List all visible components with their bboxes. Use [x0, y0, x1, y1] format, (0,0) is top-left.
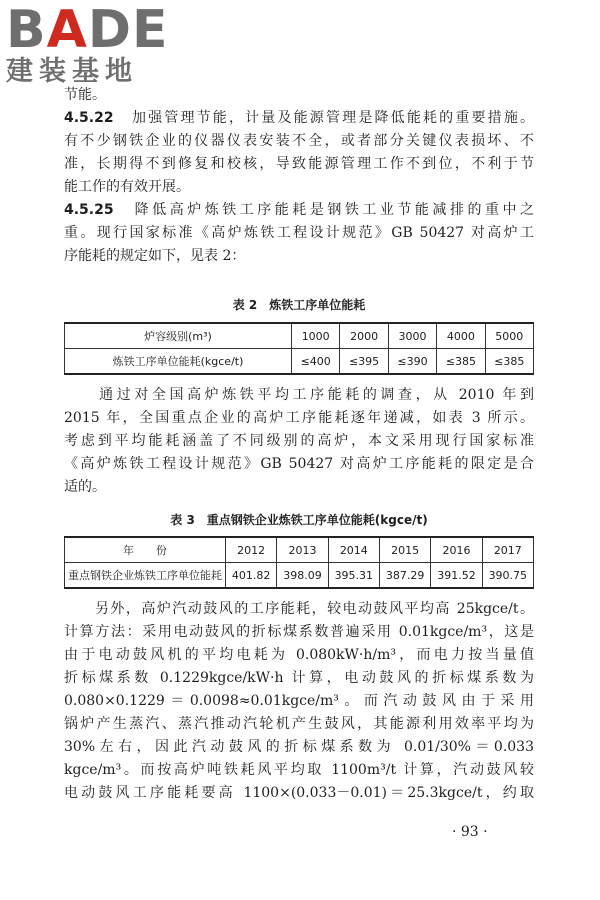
clause-4-5-22-line: 能工作的有效开展。 [64, 179, 190, 195]
table-cell: 391.52 [431, 563, 482, 589]
table-cell: ≤395 [340, 349, 388, 375]
clause-4-5-22-line: 准，长期得不到修复和校核，导致能源管理工作不到位，不利于节 [64, 156, 534, 172]
continued-text: 节能。 [64, 87, 106, 103]
table-row [65, 349, 534, 375]
table-header-cell: 4000 [437, 323, 485, 349]
table-row [65, 537, 534, 563]
body-paragraph-line: 电动鼓风工序能耗要高 1100×(0.033－0.01)＝25.3kgce/t，约取 [64, 785, 534, 801]
table-header-cell: 2012 [226, 537, 277, 563]
table-cell: ≤400 [292, 349, 340, 375]
clause-number: 4.5.22 [64, 110, 114, 126]
clause-4-5-22-line: 4.5.22 加强管理节能，计量及能源管理是降低能耗的重要措施。 [64, 110, 535, 126]
table-cell: ≤385 [437, 349, 485, 375]
clause-4-5-25-line: 重。现行国家标准《高炉炼铁工程设计规范》GB 50427 对高炉工 [64, 225, 534, 241]
table-row [65, 563, 534, 589]
body-paragraph-line: 计算方法：采用电动鼓风的折标煤系数普遍采用 0.01kgce/m³，这是 [64, 624, 534, 640]
body-paragraph-line: 折标煤系数 0.1229kgce/kW·h 计算，电动鼓风的折标煤系数为 [64, 670, 534, 686]
table-header-cell: 3000 [388, 323, 436, 349]
table-header-cell: 2015 [379, 537, 430, 563]
table-cell: ≤390 [388, 349, 436, 375]
table-cell: 395.31 [328, 563, 379, 589]
body-paragraph-line: kgce/m³。而按高炉吨铁耗风平均取 1100m³/t 计算，汽动鼓风较 [64, 762, 534, 778]
table-cell: 387.29 [379, 563, 430, 589]
body-paragraph-line: 考虑到平均能耗涵盖了不同级别的高炉，本文采用现行国家标准 [64, 433, 534, 449]
clause-4-5-25-line: 4.5.25 降低高炉炼铁工序能耗是钢铁工业节能减排的重中之 [64, 202, 535, 218]
table-row [65, 323, 534, 349]
body-paragraph-line: 2015 年，全国重点企业的高炉工序能耗逐年递减，如表 3 所示。 [64, 410, 534, 426]
bade-logo [6, 2, 176, 88]
table-header-cell: 年 份 [65, 537, 226, 563]
body-paragraph-line: 锅炉产生蒸汽、蒸汽推动汽轮机产生鼓风，其能源利用效率平均为 [64, 716, 534, 732]
body-paragraph-line: 另外，高炉汽动鼓风的工序能耗，较电动鼓风平均高 25kgce/t。 [94, 601, 534, 617]
table-2-caption: 表 2 炼铁工序单位能耗 [232, 298, 366, 312]
table-header-cell: 炉容级别(m³) [65, 323, 292, 349]
clause-4-5-22-line: 有不少钢铁企业的仪器仪表安装不全，或者部分关键仪表损坏、不 [64, 133, 534, 149]
table-header-cell: 2000 [340, 323, 388, 349]
body-paragraph-line: 适的。 [64, 479, 106, 495]
table-header-cell: 2014 [328, 537, 379, 563]
table-cell: 398.09 [277, 563, 328, 589]
table-3 [64, 536, 534, 589]
table-cell: 401.82 [226, 563, 277, 589]
table-3-caption: 表 3 重点钢铁企业炼铁工序单位能耗(kgce/t) [170, 513, 428, 527]
table-row-label: 炼铁工序单位能耗(kgce/t) [65, 349, 292, 375]
body-paragraph-line: 由于电动鼓风机的平均电耗为 0.080kW·h/m³，而电力按当量值 [64, 647, 534, 663]
table-header-cell: 2013 [277, 537, 328, 563]
clause-4-5-25-line: 序能耗的规定如下，见表 2： [64, 248, 246, 264]
page-number: · 93 · [452, 824, 488, 840]
logo-wordmark: BADE [6, 0, 169, 60]
body-paragraph-line: 30%左右，因此汽动鼓风的折标煤系数为 0.01/30%＝0.033 [64, 739, 534, 755]
table-cell: ≤385 [485, 349, 533, 375]
table-header-cell: 2016 [431, 537, 482, 563]
table-header-cell: 1000 [292, 323, 340, 349]
body-paragraph-line: 0.080×0.1229＝0.0098≈0.01kgce/m³。而汽动鼓风由于采用 [64, 693, 534, 709]
body-paragraph-line: 通过对全国高炉炼铁平均工序能耗的调查，从 2010 年到 [99, 387, 535, 403]
table-2 [64, 322, 534, 375]
table-header-cell: 5000 [485, 323, 533, 349]
table-row-label: 重点钢铁企业炼铁工序单位能耗 [65, 563, 226, 589]
clause-number: 4.5.25 [64, 202, 114, 218]
table-cell: 390.75 [482, 563, 533, 589]
table-header-cell: 2017 [482, 537, 533, 563]
logo-subtitle: 建装基地 [6, 56, 138, 87]
body-paragraph-line: 《高炉炼铁工程设计规范》GB 50427 对高炉工序能耗的限定是合 [64, 456, 534, 472]
